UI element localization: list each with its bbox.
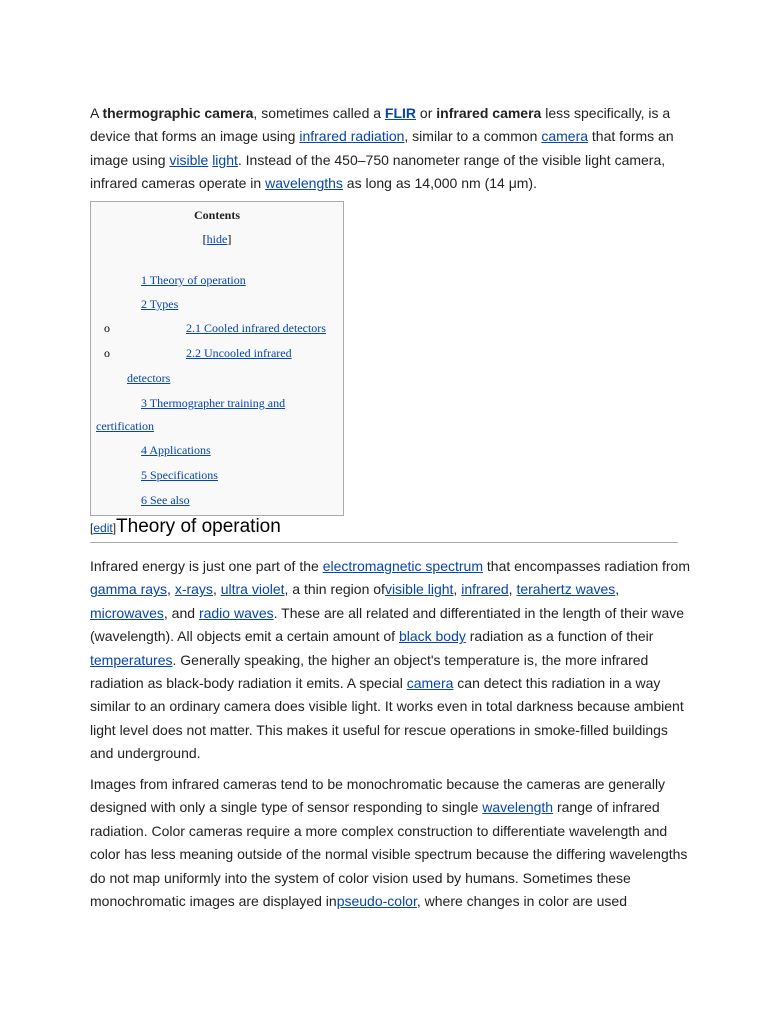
- link-wavelength[interactable]: wavelength: [482, 799, 554, 816]
- text: ,: [508, 581, 517, 598]
- edit-link[interactable]: edit: [93, 521, 113, 535]
- link-light[interactable]: light: [212, 151, 238, 168]
- link-infrared[interactable]: infrared: [461, 581, 509, 598]
- toc-title: Contents: [193, 208, 240, 222]
- text: , where changes in color are used: [416, 893, 627, 910]
- link-temperatures[interactable]: temperatures: [90, 651, 173, 668]
- text: . These are all related and differentiated in the length of their wave (wavelength). All objects emit a certain amount of: [90, 604, 685, 645]
- toc-item-training[interactable]: 3 Thermographer training and: [141, 396, 286, 410]
- bold-term: thermographic camera: [102, 105, 254, 121]
- text: radiation as a function of their: [465, 628, 654, 645]
- text: as long as 14,000 nm (14 μm).: [342, 175, 537, 192]
- link-infrared-radiation[interactable]: infrared radiation: [299, 128, 405, 145]
- text: ,: [615, 581, 620, 598]
- toc-item-specifications[interactable]: 5 Specifications: [141, 468, 218, 482]
- edit-section: [90, 521, 116, 535]
- text: can detect this radiation in a way similar to an ordinary camera does visible light. It works even in total darkness because ambient light level does not matter. This makes it useful for rescue operations in smoke-filled buildings and underground.: [90, 675, 684, 762]
- toc-hide-link[interactable]: hide: [206, 232, 228, 246]
- text: , a thin region of: [284, 581, 385, 598]
- toc-item-types[interactable]: 2 Types: [141, 297, 179, 311]
- theory-paragraph-1: [90, 555, 690, 766]
- text: less specifically, is a device that forms an image using: [90, 105, 671, 145]
- section-heading: [90, 516, 678, 543]
- link-camera[interactable]: camera: [406, 675, 454, 692]
- bold-term: infrared camera: [436, 105, 542, 121]
- intro-paragraph: [90, 102, 690, 196]
- link-pseudo-color[interactable]: pseudo-color: [336, 893, 417, 910]
- link-x-rays[interactable]: x-rays: [174, 581, 213, 598]
- text: A: [90, 105, 103, 121]
- link-visible[interactable]: visible: [169, 151, 209, 168]
- toc-item-training-cont[interactable]: certification: [96, 419, 154, 433]
- link-electromagnetic-spectrum[interactable]: electromagnetic spectrum: [322, 558, 483, 574]
- link-visible-light[interactable]: visible light: [384, 581, 454, 598]
- bracket: [: [90, 521, 94, 535]
- text: . Instead of the 450–750 nanometer range of the visible light camera, infrared cameras operate in: [90, 151, 666, 192]
- toc-item-see-also[interactable]: 6 See also: [141, 493, 190, 507]
- link-wavelengths[interactable]: wavelengths: [265, 175, 343, 192]
- link-flir[interactable]: FLIR: [384, 105, 417, 121]
- text: , similar to a common: [404, 128, 542, 145]
- toc-item-uncooled[interactable]: 2.2 Uncooled infrared: [186, 346, 292, 360]
- text: Images from infrared cameras tend to be monochromatic because the cameras are generally designed with only a single type of sensor responding to single: [90, 776, 666, 816]
- text: or: [416, 105, 437, 121]
- link-ultra-violet[interactable]: ultra violet: [220, 581, 285, 598]
- text: ,: [453, 581, 462, 598]
- toc-item-applications[interactable]: 4 Applications: [141, 443, 211, 457]
- link-gamma-rays[interactable]: gamma rays: [90, 581, 168, 598]
- toc-item-theory[interactable]: 1 Theory of operation: [141, 273, 246, 287]
- text: ,: [212, 581, 221, 598]
- bullet-icon: o: [104, 321, 110, 335]
- bracket: [: [202, 232, 207, 246]
- link-black-body[interactable]: black body: [398, 628, 466, 645]
- section-title: Theory of operation: [116, 516, 281, 537]
- link-radio-waves[interactable]: radio waves: [198, 604, 274, 621]
- text: that encompasses radiation from: [483, 558, 690, 574]
- text: Infrared energy is just one part of the: [90, 558, 323, 574]
- bullet-icon: o: [104, 346, 110, 360]
- bracket: ]: [227, 232, 232, 246]
- text: , and: [163, 604, 199, 621]
- text: , sometimes called a: [253, 105, 385, 121]
- link-camera[interactable]: camera: [541, 128, 589, 145]
- bracket: ]: [112, 521, 117, 535]
- text: ,: [167, 581, 175, 598]
- link-microwaves[interactable]: microwaves: [90, 604, 164, 621]
- text: range of infrared radiation. Color cameras require a more complex construction to differentiate wavelength and color has less meaning outside of the normal visible spectrum because the differing wavelengths do not map uniformly into the system of color vision used by humans. Sometimes these monochromatic images are displayed in: [90, 799, 688, 910]
- link-terahertz-waves[interactable]: terahertz waves: [516, 581, 616, 598]
- toc-item-cooled[interactable]: 2.1 Cooled infrared detectors: [186, 321, 326, 335]
- text: that forms an image using: [90, 128, 674, 168]
- toc-hide-toggle: [91, 232, 343, 247]
- toc-item-uncooled-cont[interactable]: detectors: [127, 371, 171, 385]
- theory-paragraph-2: [90, 773, 690, 913]
- text: . Generally speaking, the higher an object's temperature is, the more infrared radiation as black-body radiation it emits. A special: [90, 651, 649, 692]
- table-of-contents: [90, 201, 344, 516]
